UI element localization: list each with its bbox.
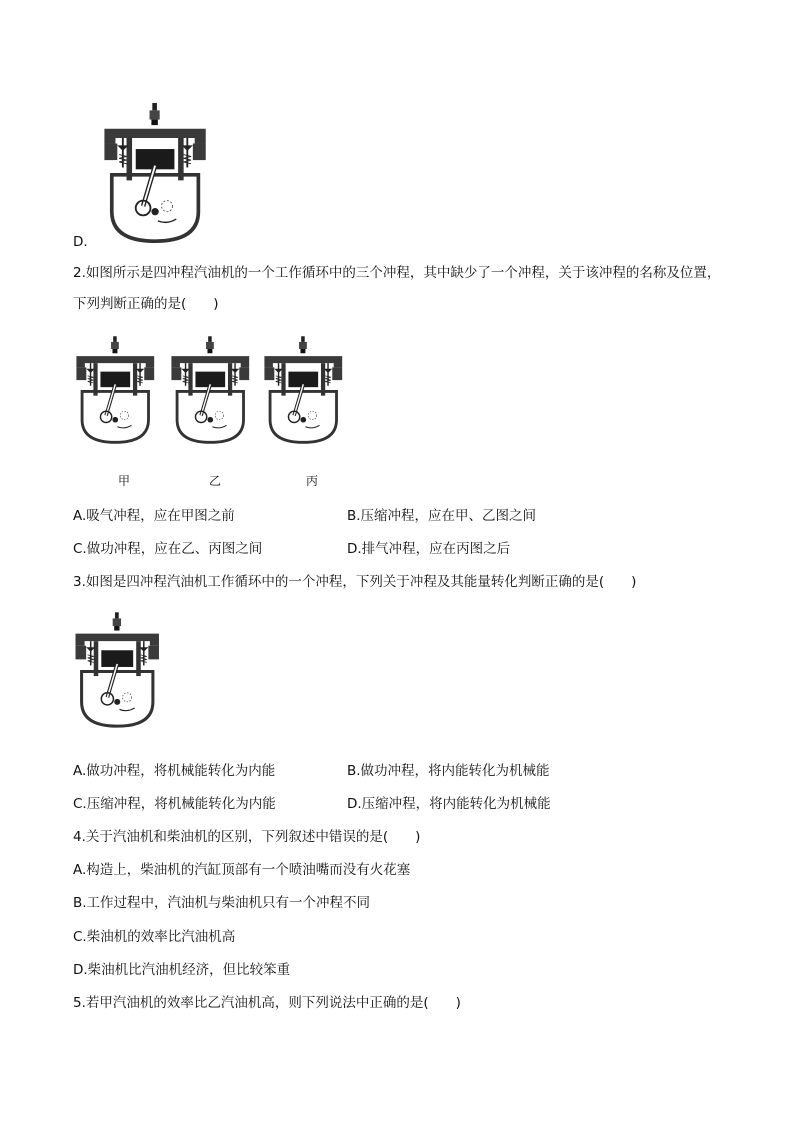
q1-option-d-label: D. xyxy=(73,234,88,250)
q4-stem: 4.关于汽油机和柴油机的区别，下列叙述中错误的是( ) xyxy=(73,829,421,845)
q2-option-a: A.吸气冲程，应在甲图之前 xyxy=(73,508,235,524)
q2-option-b: B.压缩冲程，应在甲、乙图之间 xyxy=(347,508,537,524)
q4-option-b: B.工作过程中，汽油机与柴油机只有一个冲程不同 xyxy=(73,895,371,911)
q4-option-a: A.构造上，柴油机的汽缸顶部有一个喷油嘴而没有火花塞 xyxy=(73,862,411,878)
q2-engine-yi-image xyxy=(170,320,252,460)
q5-stem: 5.若甲汽油机的效率比乙汽油机高，则下列说法中正确的是( ) xyxy=(73,995,461,1011)
q3-option-b: B.做功冲程，将内能转化为机械能 xyxy=(347,763,550,779)
q2-caption-jia: 甲 xyxy=(118,474,131,488)
q2-stem-line1: 2.如图所示是四冲程汽油机的一个工作循环中的三个冲程，其中缺少了一个冲程，关于该冲程的名称及位置， xyxy=(73,265,721,281)
q2-caption-bing: 丙 xyxy=(306,474,319,488)
q2-option-c: C.做功冲程，应在乙、丙图之间 xyxy=(73,541,263,557)
q3-option-a: A.做功冲程，将机械能转化为内能 xyxy=(73,763,276,779)
q3-option-d: D.压缩冲程，将内能转化为机械能 xyxy=(347,796,551,812)
q2-caption-yi: 乙 xyxy=(209,474,222,488)
q4-option-d: D.柴油机比汽油机经济，但比较笨重 xyxy=(73,962,291,978)
q2-engine-jia-image xyxy=(75,320,157,460)
q2-option-d: D.排气冲程，应在丙图之后 xyxy=(347,541,511,557)
q4-option-c: C.柴油机的效率比汽油机高 xyxy=(73,929,236,945)
q3-stem: 3.如图是四冲程汽油机工作循环中的一个冲程，下列关于冲程及其能量转化判断正确的是( ) xyxy=(73,574,637,590)
q2-engine-bing-image xyxy=(263,320,345,460)
q3-engine-image xyxy=(74,604,162,736)
q2-stem-line2: 下列判断正确的是( ) xyxy=(73,296,219,312)
q3-option-c: C.压缩冲程，将机械能转化为内能 xyxy=(73,796,276,812)
q1-option-d-engine-image xyxy=(98,103,214,243)
